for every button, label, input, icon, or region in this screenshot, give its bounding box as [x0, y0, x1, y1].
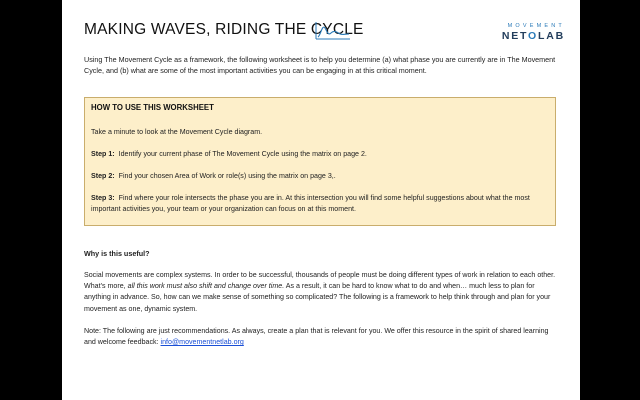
logo-top-text: MOVEMENT	[507, 23, 565, 29]
step-1: Step 1: Identify your current phase of The Movement Cycle using the matrix on page 2.	[91, 150, 367, 158]
how-to-lead: Take a minute to look at the Movement Cycle diagram.	[91, 128, 263, 136]
why-paragraph: Social movements are complex systems. In order to be successful, thousands of people must be doing different types of work in relation to each other. What’s more, all this work must also shift and change over time. As a result, it can be hard to know what to do and when… much less to plan for anything in advance. So, how can we make sense of something so complicated? The following is a framework to help think through and plan for your movement as one, dynamic system.	[84, 271, 556, 313]
note-paragraph: Note: The following are just recommendations. As always, create a plan that is relevant for you. We offer this resource in the spirit of shared learning and welcome feedback: info@movementnetlab.org	[84, 327, 549, 347]
intro-paragraph: Using The Movement Cycle as a framework, the following worksheet is to help you determine (a) what phase you are currently are in The Movement Cycle, and (b) what are some of the most important activities you can be engaging in at this critical moment.	[84, 55, 556, 75]
logo-bottom-text: NETOLAB	[501, 30, 565, 42]
wave-icon	[315, 22, 351, 40]
document-page	[62, 0, 580, 400]
how-to-heading: HOW TO USE THIS WORKSHEET	[91, 103, 214, 112]
feedback-email-link[interactable]: info@movementnetlab.org	[160, 338, 244, 347]
page-title: MAKING WAVES, RIDING THE CYCLE	[84, 21, 364, 38]
why-heading: Why is this useful?	[84, 249, 150, 258]
movement-netlab-logo	[495, 23, 565, 42]
step-3: Step 3: Find where your role intersects the phase you are in. At this intersection you will find some helpful suggestions about what the most important activities you, your team or your organization can focus on at this moment.	[91, 194, 530, 213]
how-to-box	[84, 97, 556, 226]
step-2: Step 2: Find your chosen Area of Work or role(s) using the matrix on page 3,.	[91, 172, 336, 180]
